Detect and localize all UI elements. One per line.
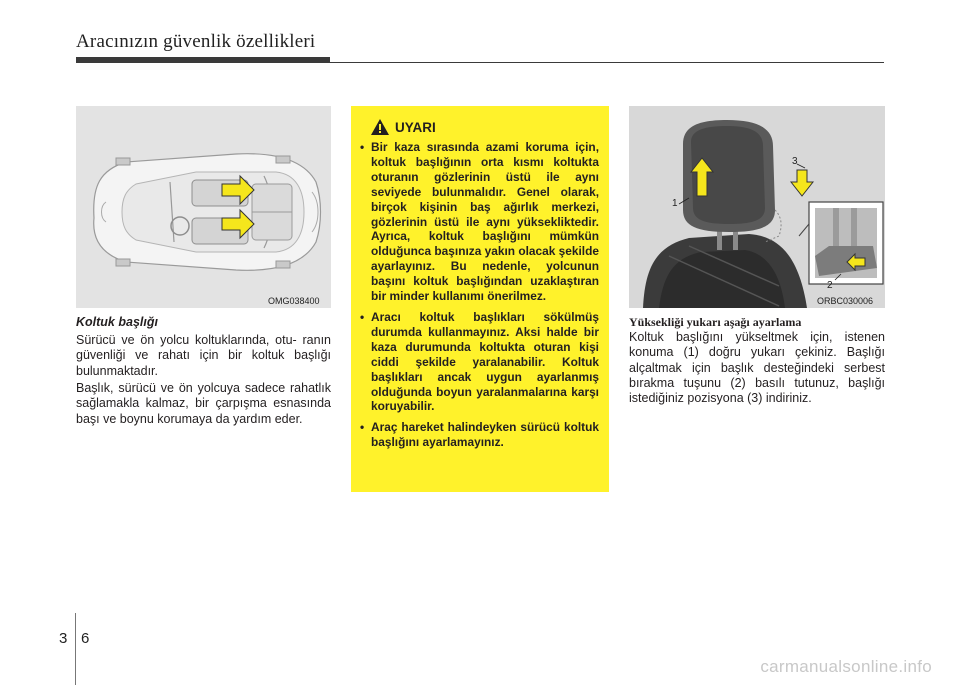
warning-title: UYARI [395, 119, 436, 135]
car-seat-figure [76, 106, 331, 308]
warning-box [351, 106, 609, 492]
section-heading: Yüksekliği yukarı aşağı ayarlama [629, 315, 802, 329]
body-paragraph: Koltuk başlığını yükseltmek için, istenen konuma (1) doğru yukarı çekiniz. Başlığı alçaltmak için başlık desteğindeki serbest bırakma tuşunu (2) basılı tutunuz, başlığı istediğiniz pozisyona (3) indiriniz. [629, 330, 885, 406]
warning-item: • Bir kaza sırasında azami koruma için, koltuk başlığının orta kısmı koltukta oturanın gözlerinin üstü ile aynı seviyede bulunmalıdır. Genel olarak, birçok kişinin baş ağırlık merkezi, gözlerinin üstü ile aynı yüksekliktedir. Ayrıca, koltuk başlığını mümkün olduğunca başınıza yakın olacak şekilde ayarlayınız. Bu nedenle, yolcunun başını koltuk başlığından uzaklaştıran bir minder kullanımı önerilmez. [359, 140, 599, 304]
body-paragraph: Başlık, sürücü ve ön yolcuya sadece rahatlık sağlamakla kalmaz, bir çarpışma esnasında başı ve boynu korumaya da yardım eder. [76, 381, 331, 426]
warning-item: • Araç hareket halindeyken sürücü koltuk başlığını ayarlamayınız. [359, 420, 599, 450]
warning-triangle-icon [371, 119, 389, 135]
page-number: 6 [81, 630, 90, 647]
header-rule [76, 62, 884, 63]
callout-2: 2 [827, 280, 833, 291]
warning-list [359, 140, 599, 456]
figure-code: ORBC030006 [817, 296, 874, 306]
push-down-arrow-icon [791, 170, 813, 196]
footer-rule [75, 613, 76, 685]
watermark: carmanualsonline.info [760, 657, 932, 676]
callout-1: 1 [672, 198, 678, 209]
section-heading: Koltuk başlığı [76, 315, 158, 329]
headrest-figure [629, 106, 885, 308]
warning-item: • Aracı koltuk başlıkları sökülmüş durumda kullanmayınız. Aksi halde bir kaza durumunda koltukta oturan kişi ciddi şekilde yaralanabilir. Koltuk başlıkları ancak uygun ayarlanmış olduğunda boyun yaralanmalarına karşı koruyabilir. [359, 310, 599, 414]
header-title: Aracınızın güvenlik özellikleri [76, 31, 316, 52]
section-number: 3 [59, 630, 68, 647]
callout-3: 3 [792, 156, 798, 167]
body-paragraph: Sürücü ve ön yolcu koltuklarında, otu- ranın güvenliği ve rahatı için bir koltuk başlığı bulunmaktadır. [76, 333, 331, 378]
figure-code: OMG038400 [268, 296, 320, 306]
